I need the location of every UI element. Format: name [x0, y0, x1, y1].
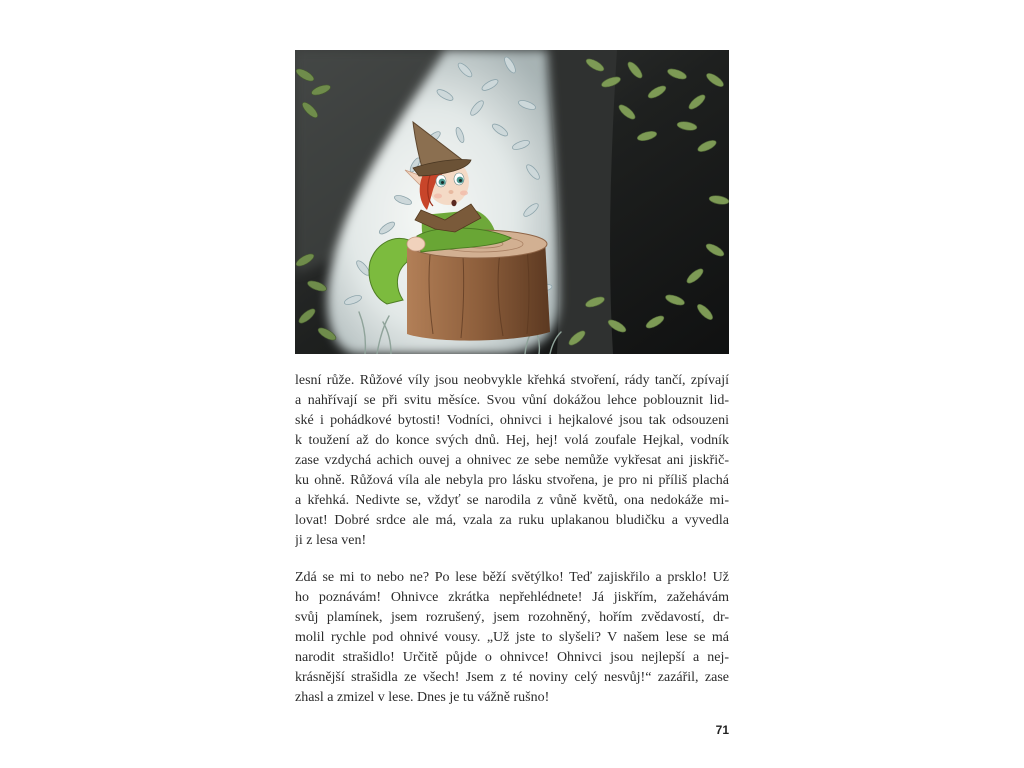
body-text	[295, 371, 729, 708]
text-line: ské i pohádkové bytosti! Vodníci, ohnivci i hejkalové jsou tak odsouzeni	[295, 413, 729, 428]
text-line: narodit strašidlo! Určitě půjde o ohnivce! Ohnivci jsou nejlepší a nej-	[295, 650, 729, 665]
text-line: lesní růže. Růžové víly jsou neobvykle křehká stvoření, rády tančí, zpívají	[295, 373, 729, 388]
text-line: ji z lesa ven!	[295, 533, 367, 548]
text-line: a nahřívají se při svitu měsíce. Svou vůní dokážou lehce poblouznit lid-	[295, 393, 729, 408]
elf-cheek	[460, 191, 468, 196]
text-line: lovat! Dobré srdce ale má, vzala za ruku uplakanou bludičku a vyvedla	[295, 513, 729, 528]
right-pupil	[459, 179, 462, 182]
elf-mouth	[451, 200, 456, 206]
text-line: zase vzdychá achich ouvej a ohnivec ze sebe nemůže vykřesat ani jiskřič-	[295, 453, 729, 468]
text-line: ku ohně. Růžová víla ale nebyla pro lásku stvořena, je pro ni příliš plachá	[295, 473, 729, 488]
text-line: zhasl a zmizel v lese. Dnes je tu vážně rušno!	[295, 690, 550, 705]
illustration-canvas	[295, 50, 729, 354]
text-line: k toužení až do konce svých dnů. Hej, hej! volá zoufale Hejkal, vodník	[295, 433, 729, 448]
page-number: 71	[715, 723, 729, 737]
forest-elf-illustration	[295, 50, 729, 354]
elf-hand	[407, 237, 425, 251]
text-line: svůj plamínek, jsem rozrušený, jsem rozohněný, hořím zvědavostí, dr-	[295, 610, 729, 625]
text-line: Zdá se mi to nebo ne? Po lese běží světýlko! Teď zajiskřilo a prsklo! Už	[295, 570, 729, 585]
text-line: ho poznávám! Ohnivce zkrátka nepřehlédnete! Já jiskřím, zažehávám	[295, 590, 729, 605]
text-line: a křehká. Nedivte se, vždyť se narodila z vůně květů, ona nedokáže mi-	[295, 493, 729, 508]
paragraph	[295, 568, 729, 708]
elf-cheek	[434, 194, 442, 199]
left-pupil	[441, 181, 444, 184]
paragraph	[295, 371, 729, 551]
text-line: krásnější strašidla ze všech! Jsem z té noviny celý nesvůj!“ zazářil, zase	[295, 670, 729, 685]
text-line: molil rychle pod ohnivé vousy. „Už jste to slyšeli? V našem lese se má	[295, 630, 729, 645]
elf-nose	[449, 190, 454, 194]
